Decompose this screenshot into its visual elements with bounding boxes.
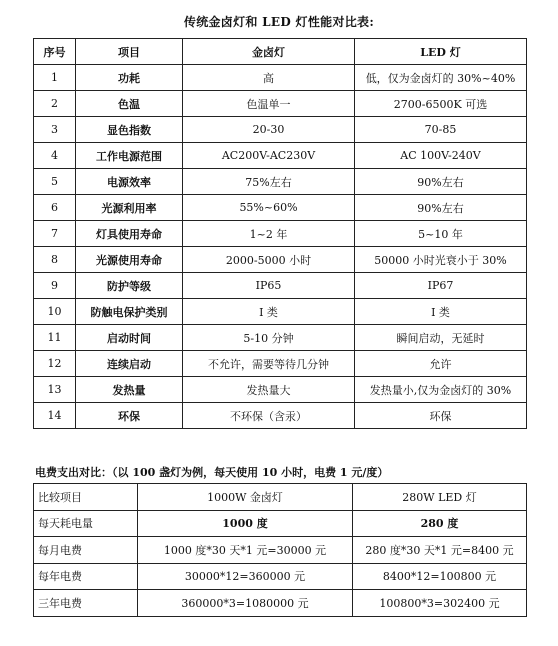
header-led: LED 灯	[355, 39, 527, 65]
cell-metal-halide: IP65	[183, 273, 355, 299]
cell-item: 环保	[76, 403, 183, 429]
cell-led-cost: 280 度	[353, 510, 527, 537]
cell-metal-halide: AC200V-AC230V	[183, 143, 355, 169]
cell-no: 3	[34, 117, 76, 143]
table-row	[34, 325, 527, 351]
cell-no: 7	[34, 221, 76, 247]
cell-metal-halide: 5-10 分钟	[183, 325, 355, 351]
table1-title: 传统金卤灯和 LED 灯性能对比表:	[183, 15, 375, 29]
cell-item: 工作电源范围	[76, 143, 183, 169]
cell-metal-halide: 高	[183, 65, 355, 91]
cell-metal-halide: 色温单一	[183, 91, 355, 117]
cell-led: 70-85	[355, 117, 527, 143]
table-row	[34, 537, 527, 564]
cell-led: 5~10 年	[355, 221, 527, 247]
cell-compare-item: 每天耗电量	[34, 510, 138, 537]
cell-metal-halide-cost: 360000*3=1080000 元	[138, 590, 353, 617]
cell-led: 环保	[355, 403, 527, 429]
header-item: 项目	[76, 39, 183, 65]
header-metal-halide-1000w: 1000W 金卤灯	[138, 484, 353, 511]
table-row	[34, 510, 527, 537]
table-row	[34, 195, 527, 221]
cell-no: 13	[34, 377, 76, 403]
table-row	[34, 117, 527, 143]
cell-item: 发热量	[76, 377, 183, 403]
cell-compare-item: 三年电费	[34, 590, 138, 617]
cell-compare-item: 每月电费	[34, 537, 138, 564]
table2-title: 电费支出对比：（以 100 盏灯为例，每天使用 10 小时，电费 1 元/度）	[35, 466, 389, 479]
table-row	[34, 377, 527, 403]
cell-led: I 类	[355, 299, 527, 325]
cell-no: 14	[34, 403, 76, 429]
cell-metal-halide: 不环保（含汞）	[183, 403, 355, 429]
cell-no: 11	[34, 325, 76, 351]
table-row	[34, 169, 527, 195]
cell-led: 瞬间启动，无延时	[355, 325, 527, 351]
header-metal-halide: 金卤灯	[183, 39, 355, 65]
cell-metal-halide: 2000-5000 小时	[183, 247, 355, 273]
cell-led: 50000 小时光衰小于 30%	[355, 247, 527, 273]
cell-item: 电源效率	[76, 169, 183, 195]
cell-led: AC 100V-240V	[355, 143, 527, 169]
cell-metal-halide: 55%~60%	[183, 195, 355, 221]
cell-no: 9	[34, 273, 76, 299]
cell-no: 5	[34, 169, 76, 195]
table-row	[34, 91, 527, 117]
table-row	[34, 247, 527, 273]
cell-item: 光源使用寿命	[76, 247, 183, 273]
cell-no: 10	[34, 299, 76, 325]
cell-led: 90%左右	[355, 169, 527, 195]
table-row	[34, 65, 527, 91]
cell-item: 功耗	[76, 65, 183, 91]
cell-metal-halide: 75%左右	[183, 169, 355, 195]
cell-led: 90%左右	[355, 195, 527, 221]
table-header-row	[34, 39, 527, 65]
cell-no: 8	[34, 247, 76, 273]
cell-led-cost: 100800*3=302400 元	[353, 590, 527, 617]
cell-no: 12	[34, 351, 76, 377]
cell-no: 1	[34, 65, 76, 91]
table-row	[34, 590, 527, 617]
cell-led-cost: 280 度*30 天*1 元=8400 元	[353, 537, 527, 564]
cell-item: 启动时间	[76, 325, 183, 351]
cell-no: 6	[34, 195, 76, 221]
cell-metal-halide: 发热量大	[183, 377, 355, 403]
cell-metal-halide-cost: 1000 度	[138, 510, 353, 537]
cell-metal-halide: 20-30	[183, 117, 355, 143]
table-row	[34, 221, 527, 247]
header-no: 序号	[34, 39, 76, 65]
header-led-280w: 280W LED 灯	[353, 484, 527, 511]
cell-item: 灯具使用寿命	[76, 221, 183, 247]
table-row	[34, 351, 527, 377]
table-header-row	[34, 484, 527, 511]
cell-no: 4	[34, 143, 76, 169]
cell-item: 防触电保护类别	[76, 299, 183, 325]
cell-metal-halide: 1~2 年	[183, 221, 355, 247]
header-compare-item: 比较项目	[34, 484, 138, 511]
electricity-cost-table	[33, 483, 527, 617]
cell-led: 发热量小,仅为金卤灯的 30%	[355, 377, 527, 403]
cell-compare-item: 每年电费	[34, 563, 138, 590]
cell-metal-halide-cost: 1000 度*30 天*1 元=30000 元	[138, 537, 353, 564]
table-row	[34, 563, 527, 590]
table-row	[34, 299, 527, 325]
cell-item: 光源利用率	[76, 195, 183, 221]
cell-no: 2	[34, 91, 76, 117]
cell-metal-halide: I 类	[183, 299, 355, 325]
cell-metal-halide: 不允许，需要等待几分钟	[183, 351, 355, 377]
performance-comparison-table	[33, 38, 527, 429]
table-row	[34, 273, 527, 299]
cell-led: 2700-6500K 可选	[355, 91, 527, 117]
cell-item: 连续启动	[76, 351, 183, 377]
cell-item: 防护等级	[76, 273, 183, 299]
cell-metal-halide-cost: 30000*12=360000 元	[138, 563, 353, 590]
cell-led-cost: 8400*12=100800 元	[353, 563, 527, 590]
cell-item: 色温	[76, 91, 183, 117]
table-row	[34, 143, 527, 169]
cell-item: 显色指数	[76, 117, 183, 143]
cell-led: IP67	[355, 273, 527, 299]
cell-led: 允许	[355, 351, 527, 377]
cell-led: 低，仅为金卤灯的 30%~40%	[355, 65, 527, 91]
table-row	[34, 403, 527, 429]
